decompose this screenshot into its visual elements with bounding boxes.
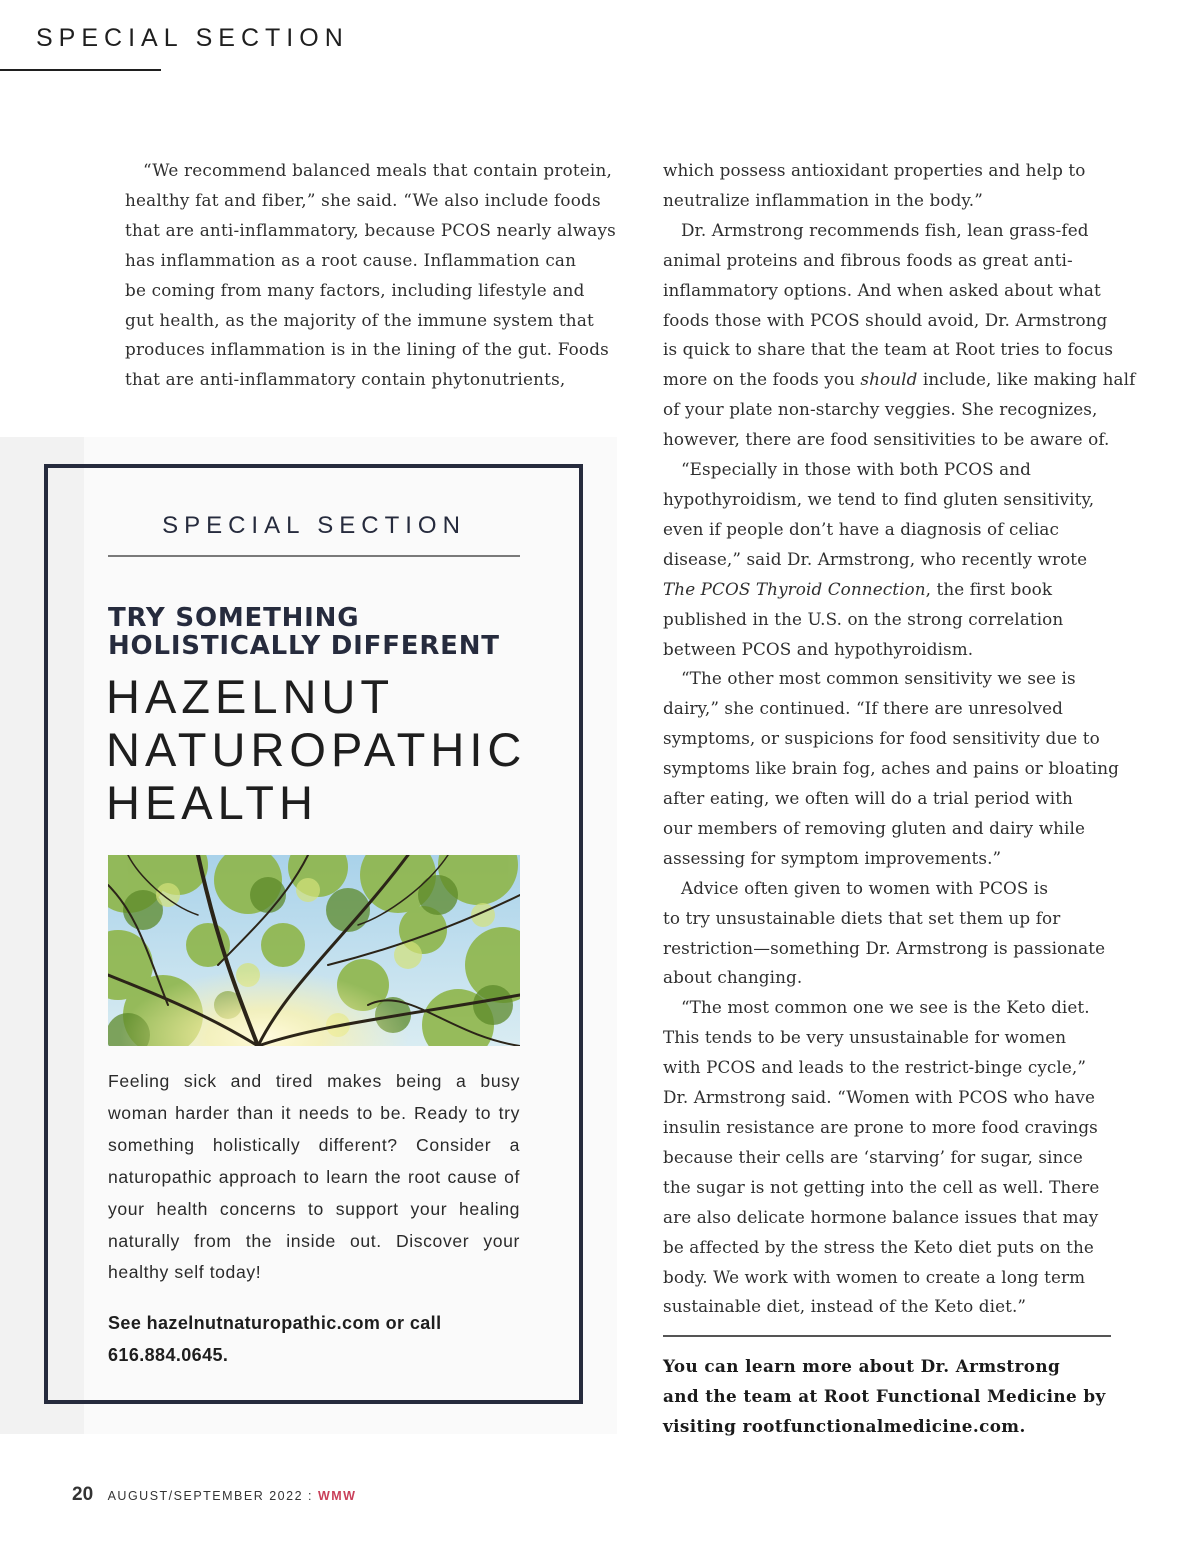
text-line: between PCOS and hypothyroidism. bbox=[663, 638, 974, 659]
text-line: “Especially in those with both PCOS and bbox=[681, 459, 1031, 480]
text-fragment: include, like making half bbox=[917, 369, 1136, 390]
ad-website-line: See hazelnutnaturopathic.com or call bbox=[108, 1313, 442, 1333]
closing-rule bbox=[663, 1335, 1111, 1337]
text-line: disease,” said Dr. Armstrong, who recently wrote bbox=[663, 548, 1088, 569]
text-line: This tends to be very unsustainable for women bbox=[663, 1027, 1067, 1048]
page-footer bbox=[72, 1484, 356, 1506]
closing-line: and the team at Root Functional Medicine by bbox=[663, 1386, 1106, 1406]
ad-tagline-line: TRY SOMETHING bbox=[108, 603, 360, 633]
text-line: body. We work with women to create a long term bbox=[663, 1266, 1086, 1287]
text-fragment: , the first book bbox=[925, 578, 1053, 599]
text-line: even if people don’t have a diagnosis of celiac bbox=[663, 518, 1060, 539]
text-line: with PCOS and leads to the restrict-binge cycle,” bbox=[663, 1057, 1087, 1078]
text-line: neutralize inflammation in the body.” bbox=[663, 189, 983, 210]
text-line: of your plate non-starchy veggies. She recognizes, bbox=[663, 399, 1098, 420]
ad-business-name: HAZELNUT NATUROPATHIC HEALTH bbox=[106, 670, 527, 829]
text-line: “The most common one we see is the Keto diet. bbox=[681, 997, 1090, 1018]
closing-line: You can learn more about Dr. Armstrong bbox=[663, 1356, 1061, 1376]
text-line: symptoms like brain fog, aches and pains or bloating bbox=[663, 758, 1120, 779]
text-line: gut health, as the majority of the immune system that bbox=[125, 309, 594, 330]
text-line: symptoms, or suspicions for food sensitivity due to bbox=[663, 728, 1100, 749]
text-line: foods those with PCOS should avoid, Dr. Armstrong bbox=[663, 309, 1108, 330]
book-title: The PCOS Thyroid Connection bbox=[663, 578, 926, 599]
text-line: the sugar is not getting into the cell as well. There bbox=[663, 1176, 1100, 1197]
text-line: animal proteins and fibrous foods as great anti- bbox=[663, 249, 1073, 270]
text-line: “The other most common sensitivity we see is bbox=[681, 668, 1076, 689]
text-line: insulin resistance are prone to more food cravings bbox=[663, 1117, 1098, 1137]
text-line: healthy fat and fiber,” she said. “We also include foods bbox=[125, 189, 601, 210]
text-line: “We recommend balanced meals that contain protein, bbox=[143, 160, 613, 180]
closing-note bbox=[663, 1351, 1113, 1441]
text-line: which possess antioxidant properties and help to bbox=[663, 160, 1086, 180]
text-line: Advice often given to women with PCOS is bbox=[681, 877, 1049, 898]
text-line: after eating, we often will do a trial period with bbox=[663, 788, 1073, 809]
ad-tagline-line: HOLISTICALLY DIFFERENT bbox=[108, 631, 500, 661]
left-column-text bbox=[125, 156, 615, 395]
text-line: assessing for symptom improvements.” bbox=[663, 847, 1002, 868]
header-rule bbox=[0, 69, 161, 71]
text-line: Dr. Armstrong said. “Women with PCOS who have bbox=[663, 1087, 1096, 1108]
ad-divider bbox=[108, 555, 520, 557]
text-line: has inflammation as a root cause. Inflammation can bbox=[125, 249, 577, 270]
text-fragment: more on the foods you bbox=[663, 369, 861, 390]
ad-tagline bbox=[108, 604, 538, 660]
text-line: to try unsustainable diets that set them up for bbox=[663, 907, 1061, 928]
text-line: inflammatory options. And when asked about what bbox=[663, 279, 1101, 300]
text-line bbox=[663, 575, 1113, 605]
text-line: be coming from many factors, including lifestyle and bbox=[125, 279, 585, 300]
text-line: published in the U.S. on the strong correlation bbox=[663, 608, 1064, 629]
right-column-text bbox=[663, 156, 1136, 1322]
text-line: about changing. bbox=[663, 967, 803, 988]
text-line: that are anti-inflammatory, because PCOS nearly always bbox=[125, 219, 616, 240]
ad-body-text: Feeling sick and tired makes being a busy woman harder than it needs to be. Ready to try something holistically different? Consider a naturopathic approach to learn the root cause of your health concerns to support your healing naturally from the inside out. Discover your healthy self today! bbox=[108, 1071, 520, 1283]
issue-date: AUGUST/SEPTEMBER 2022 : bbox=[107, 1489, 318, 1503]
text-line: is quick to share that the team at Root tries to focus bbox=[663, 339, 1114, 360]
text-line: because their cells are ‘starving’ for sugar, since bbox=[663, 1146, 1083, 1167]
ad-call-to-action bbox=[108, 1307, 528, 1371]
magazine-brand: WMW bbox=[317, 1489, 357, 1503]
text-line bbox=[663, 365, 1136, 395]
page-number: 20 bbox=[72, 1484, 94, 1505]
text-line: produces inflammation is in the lining of the gut. Foods bbox=[125, 339, 609, 360]
text-line: Dr. Armstrong recommends fish, lean grass-fed bbox=[681, 219, 1089, 240]
text-line: that are anti-inflammatory contain phytonutrients, bbox=[125, 369, 566, 390]
emphasis-text: should bbox=[860, 369, 918, 390]
text-line: restriction—something Dr. Armstrong is passionate bbox=[663, 937, 1106, 958]
text-line: dairy,” she continued. “If there are unresolved bbox=[663, 698, 1064, 719]
tree-canopy-photo bbox=[108, 855, 520, 1046]
closing-line: visiting rootfunctionalmedicine.com. bbox=[663, 1416, 1026, 1436]
ad-section-label: SPECIAL SECTION bbox=[162, 512, 466, 539]
section-header: SPECIAL SECTION bbox=[36, 24, 349, 52]
text-line: are also delicate hormone balance issues that may bbox=[663, 1206, 1099, 1227]
text-line: hypothyroidism, we tend to find gluten sensitivity, bbox=[663, 488, 1095, 509]
text-line: be affected by the stress the Keto diet puts on the bbox=[663, 1236, 1094, 1257]
text-line: our members of removing gluten and dairy while bbox=[663, 817, 1086, 838]
text-line: however, there are food sensitivities to be aware of. bbox=[663, 429, 1110, 450]
text-line: sustainable diet, instead of the Keto diet.” bbox=[663, 1296, 1027, 1317]
ad-phone-line: 616.884.0645. bbox=[108, 1345, 229, 1365]
